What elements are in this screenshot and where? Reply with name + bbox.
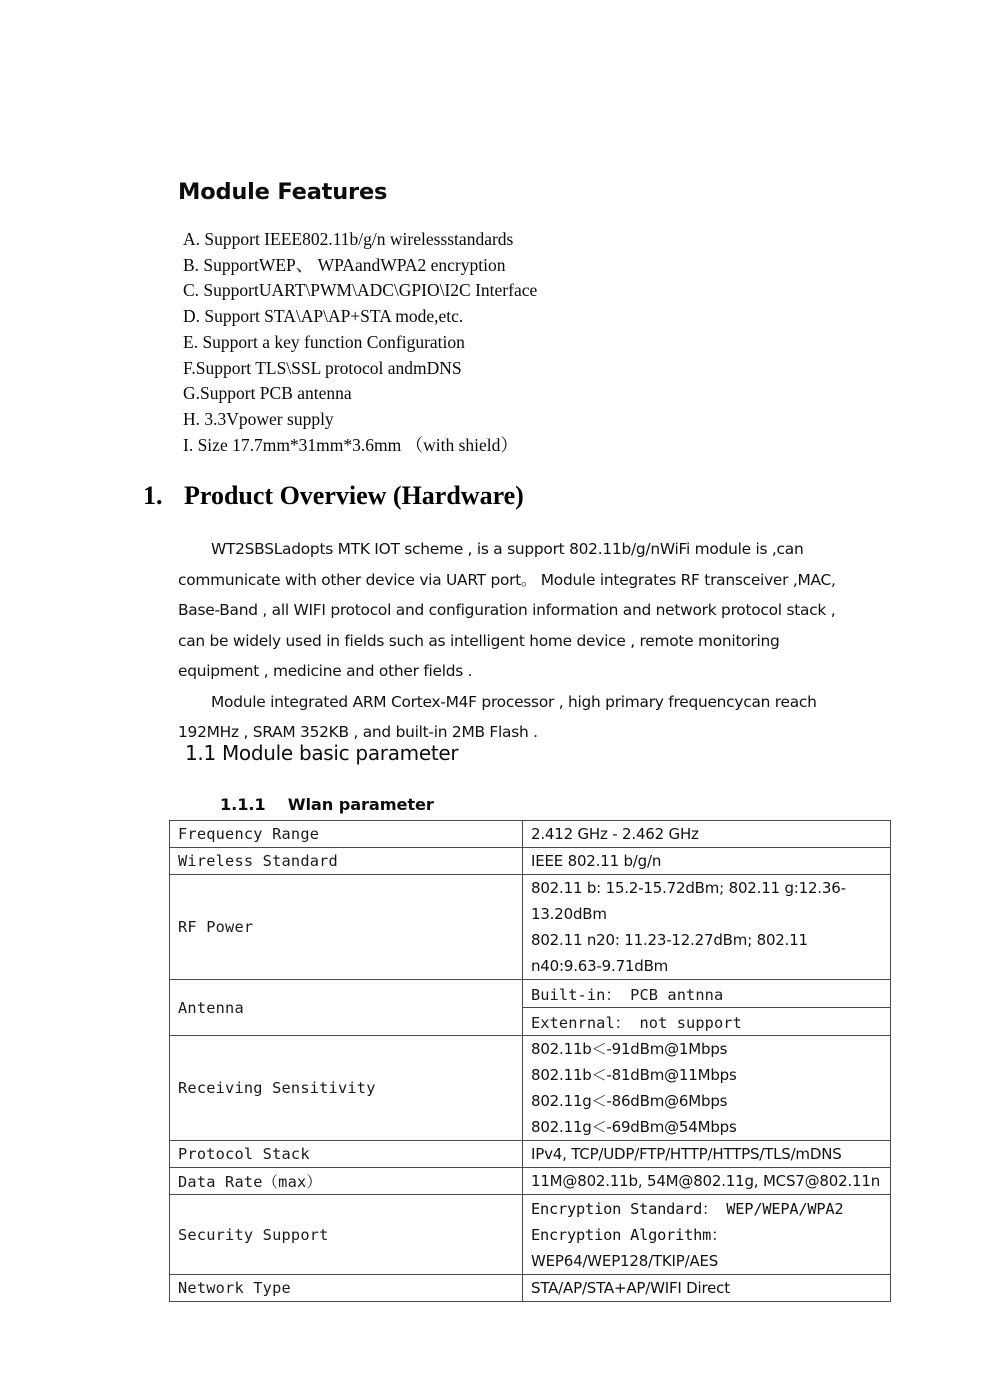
table-cell-value — [523, 1195, 891, 1275]
value-line: 802.11 b: 15.2-15.72dBm; 802.11 g:12.36-13.20dBm — [531, 879, 846, 923]
table-cell-value — [523, 875, 891, 980]
value-line: Encryption Algorithm： — [531, 1225, 727, 1244]
table-cell-value: IEEE 802.11 b/g/n — [523, 848, 891, 875]
list-item: B. SupportWEP、 WPAandWPA2 encryption — [183, 254, 506, 275]
value-line: Encryption Standard： WEP/WEPA/WPA2 — [531, 1199, 844, 1218]
section-body — [178, 534, 843, 748]
value-line: 802.11b＜-91dBm@1Mbps — [531, 1040, 728, 1058]
table-cell-value: 11M@802.11b, 54M@802.11g, MCS7@802.11n — [523, 1168, 891, 1195]
wlan-parameter-table — [169, 820, 891, 1302]
value-line: 802.11b＜-81dBm@11Mbps — [531, 1066, 737, 1084]
list-item: G.Support PCB antenna — [183, 383, 352, 404]
nested-table — [523, 980, 890, 1035]
list-item: A. Support IEEE802.11b/g/n wirelessstandards — [183, 229, 514, 249]
module-features-heading: Module Features — [178, 179, 388, 205]
value-line: 802.11g＜-69dBm@54Mbps — [531, 1118, 737, 1136]
list-item: H. 3.3Vpower supply — [183, 408, 334, 429]
value-line: Built-in： PCB antnna — [523, 980, 890, 1008]
table-row — [170, 1195, 891, 1275]
table-row — [170, 1036, 891, 1141]
list-item: C. SupportUART\PWM\ADC\GPIO\I2C Interface — [183, 280, 538, 301]
table-cell-label: Receiving Sensitivity — [170, 1036, 523, 1141]
table-row — [523, 1008, 890, 1036]
table-row — [523, 980, 890, 1008]
table-cell-label: Protocol Stack — [170, 1141, 523, 1168]
section-number: 1. — [143, 481, 163, 510]
list-item: I. Size 17.7mm*31mm*3.6mm （with shield） — [183, 434, 518, 455]
table-row — [170, 821, 891, 848]
section-heading — [143, 481, 524, 511]
table-cell-label: Antenna — [170, 980, 523, 1036]
table-row — [170, 1141, 891, 1168]
list-item: E. Support a key function Configuration — [183, 331, 465, 352]
table-cell-label: Data Rate（max） — [170, 1168, 523, 1195]
table-row — [170, 1275, 891, 1302]
paragraph: WT2SBSLadopts MTK IOT scheme , is a support 802.11b/g/nWiFi module is ,can communicate with other device via UART port。 Module integrates RF transceiver ,MAC, Base-Band , all WIFI protocol and configuration information and network protocol stack , can be widely used in fields such as intelligent home device , remote monitoring equipment , medicine and other fields . — [178, 540, 836, 680]
table-cell-value: 2.412 GHz - 2.462 GHz — [523, 821, 891, 848]
table-cell-value: IPv4, TCP/UDP/FTP/HTTP/HTTPS/TLS/mDNS — [523, 1141, 891, 1168]
table-cell-label: RF Power — [170, 875, 523, 980]
table-row — [170, 1168, 891, 1195]
value-line: Extenrnal： not support — [531, 1013, 742, 1032]
table-cell-value — [523, 980, 891, 1036]
subsection-heading-1-1: 1.1 Module basic parameter — [185, 741, 459, 765]
paragraph: Module integrated ARM Cortex-M4F processor , high primary frequencycan reach 192MHz , SRAM 352KB , and built-in 2MB Flash . — [178, 692, 817, 741]
table-cell-value — [523, 1036, 891, 1141]
value-line: WEP64/WEP128/TKIP/AES — [531, 1251, 719, 1270]
list-item: F.Support TLS\SSL protocol andmDNS — [183, 357, 462, 378]
table-cell-label: Wireless Standard — [170, 848, 523, 875]
value-line: 802.11 n20: 11.23-12.27dBm; 802.11 n40:9.63-9.71dBm — [531, 931, 808, 975]
section-title: Product Overview (Hardware) — [184, 481, 524, 510]
subsection-heading-1-1-1: 1.1.1 Wlan parameter — [220, 795, 434, 814]
table-cell-label: Security Support — [170, 1195, 523, 1275]
value-line: 802.11g＜-86dBm@6Mbps — [531, 1092, 728, 1110]
table-cell-label: Frequency Range — [170, 821, 523, 848]
table-row — [170, 875, 891, 980]
table-cell-label: Network Type — [170, 1275, 523, 1302]
table-row — [170, 848, 891, 875]
table-row — [170, 980, 891, 1036]
list-item: D. Support STA\AP\AP+STA mode,etc. — [183, 306, 464, 327]
table-cell-value: STA/AP/STA+AP/WIFI Direct — [523, 1275, 891, 1302]
module-features-list — [183, 227, 823, 458]
